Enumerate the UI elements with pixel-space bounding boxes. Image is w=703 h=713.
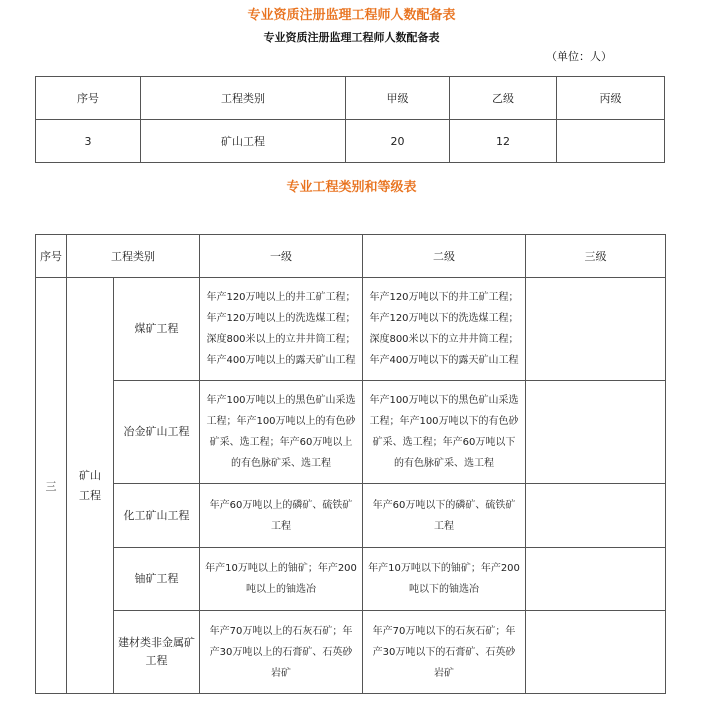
row-level3	[526, 611, 666, 694]
table-row	[36, 278, 666, 381]
row-level3	[526, 381, 666, 484]
table-header-row	[36, 235, 666, 278]
col-grade-a-header: 甲级	[346, 77, 450, 120]
col-grade-b-header: 乙级	[450, 77, 557, 120]
row-category: 矿山工程	[141, 120, 346, 163]
row-type-name: 煤矿工程	[114, 278, 200, 381]
table-row	[36, 611, 666, 694]
col-grade-c-header: 丙级	[557, 77, 665, 120]
row-level3	[526, 278, 666, 381]
row-level2: 年产60万吨以下的磷矿、硫铁矿 工程	[363, 484, 526, 548]
table-subtitle: 专业资质注册监理工程师人数配备表	[263, 31, 440, 44]
row-grade-a: 20	[346, 120, 450, 163]
row-level1: 年产60万吨以上的磷矿、硫铁矿 工程	[200, 484, 363, 548]
row-level3	[526, 548, 666, 611]
page-title: 专业资质注册监理工程师人数配备表	[247, 8, 456, 23]
row-category: 矿山 工程	[67, 278, 114, 694]
col-level2-header: 二级	[363, 235, 526, 278]
table-row	[36, 484, 666, 548]
row-level1: 年产70万吨以上的石灰石矿；年 产30万吨以上的石膏矿、石英砂 岩矿	[200, 611, 363, 694]
row-level1: 年产100万吨以上的黑色矿山采选 工程；年产100万吨以上的有色砂 矿采、选工程；年产60万吨以上 的有色脉矿采、选工程	[200, 381, 363, 484]
row-level3	[526, 484, 666, 548]
col-level3-header: 三级	[526, 235, 666, 278]
row-level1: 年产120万吨以上的井工矿工程； 年产120万吨以上的洗选煤工程； 深度800米以上的立井井筒工程； 年产400万吨以上的露天矿山工程	[200, 278, 363, 381]
row-type-name: 化工矿山工程	[114, 484, 200, 548]
col-category-header: 工程类别	[67, 235, 200, 278]
row-level2: 年产120万吨以下的井工矿工程； 年产120万吨以下的洗选煤工程； 深度800米以下的立井井筒工程； 年产400万吨以下的露天矿山工程	[363, 278, 526, 381]
col-category-header: 工程类别	[141, 77, 346, 120]
row-level2: 年产10万吨以下的铀矿；年产200 吨以下的铀选冶	[363, 548, 526, 611]
table-row	[36, 548, 666, 611]
row-grade-c	[557, 120, 665, 163]
grade-table	[35, 234, 666, 694]
row-type-name: 建材类非金属矿 工程	[114, 611, 200, 694]
unit-label: （单位：人）	[546, 50, 612, 63]
col-seq-header: 序号	[36, 235, 67, 278]
row-level2: 年产100万吨以下的黑色矿山采选 工程；年产100万吨以下的有色砂 矿采、选工程；年产60万吨以下 的有色脉矿采、选工程	[363, 381, 526, 484]
row-seq: 3	[36, 120, 141, 163]
row-level1: 年产10万吨以上的铀矿；年产200 吨以上的铀选冶	[200, 548, 363, 611]
row-level2: 年产70万吨以下的石灰石矿；年 产30万吨以下的石膏矿、石英砂 岩矿	[363, 611, 526, 694]
table-header-row	[36, 77, 665, 120]
col-seq-header: 序号	[36, 77, 141, 120]
row-type-name: 铀矿工程	[114, 548, 200, 611]
row-type-name: 冶金矿山工程	[114, 381, 200, 484]
row-seq: 三	[36, 278, 67, 694]
staff-table	[35, 76, 665, 163]
col-level1-header: 一级	[200, 235, 363, 278]
table-row	[36, 381, 666, 484]
section-title: 专业工程类别和等级表	[286, 180, 417, 195]
row-grade-b: 12	[450, 120, 557, 163]
table-row	[36, 120, 665, 163]
